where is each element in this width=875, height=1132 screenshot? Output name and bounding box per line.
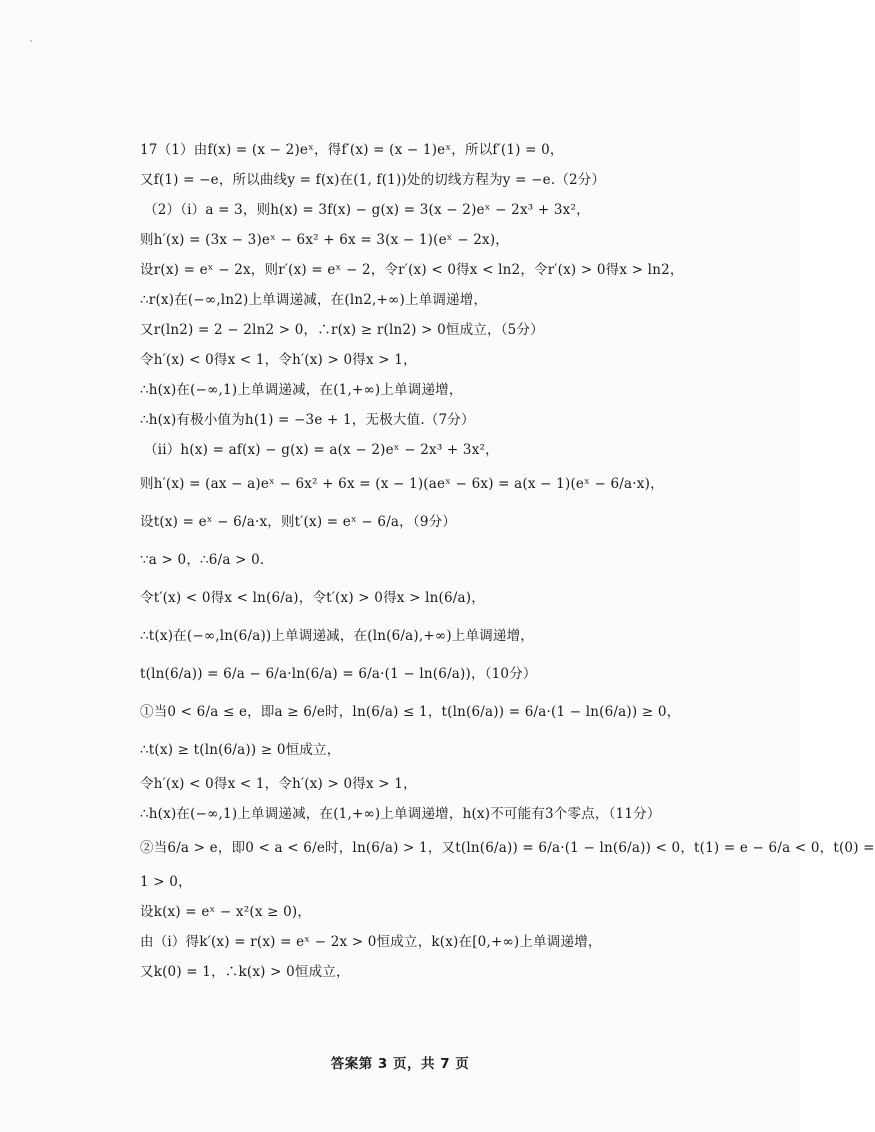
solution-line-18: ①当0 < 6/a ≤ e，即a ≥ 6/e时，ln(6/a) ≤ 1，t(ln(6/a)) = 6/a·(1 − ln(6/a)) ≥ 0， bbox=[140, 704, 681, 720]
solution-line-26: 又k(0) = 1，∴k(x) > 0恒成立， bbox=[140, 964, 350, 980]
scan-speck bbox=[30, 40, 32, 42]
solution-line-13: 设t(x) = eˣ − 6/a·x，则t′(x) = eˣ − 6/a，（9分） bbox=[140, 514, 457, 530]
solution-line-3: （2）（i）a = 3，则h(x) = 3f(x) − g(x) = 3(x − 2)eˣ − 2x³ + 3x²， bbox=[144, 202, 590, 218]
solution-line-7: 又r(ln2) = 2 − 2ln2 > 0，∴r(x) ≥ r(ln2) > 0恒成立，（5分） bbox=[140, 322, 544, 338]
solution-line-9: ∴h(x)在(−∞,1)上单调递减，在(1,+∞)上单调递增， bbox=[140, 382, 463, 398]
solution-line-24: 设k(x) = eˣ − x²(x ≥ 0)， bbox=[140, 904, 312, 920]
solution-line-25: 由（i）得k′(x) = r(x) = eˣ − 2x > 0恒成立，k(x)在[0,+∞)上单调递增， bbox=[140, 934, 602, 950]
solution-line-23: 1 > 0， bbox=[140, 874, 192, 890]
solution-line-21: ∴h(x)在(−∞,1)上单调递减，在(1,+∞)上单调递增，h(x)不可能有3个零点，（11分） bbox=[140, 806, 661, 822]
solution-line-20: 令h′(x) < 0得x < 1，令h′(x) > 0得x > 1， bbox=[140, 776, 417, 792]
solution-line-8: 令h′(x) < 0得x < 1，令h′(x) > 0得x > 1， bbox=[140, 352, 417, 368]
solution-line-6: ∴r(x)在(−∞,ln2)上单调递减，在(ln2,+∞)上单调递增， bbox=[140, 292, 488, 308]
solution-line-22: ②当6/a > e，即0 < a < 6/e时，ln(6/a) > 1，又t(ln(6/a)) = 6/a·(1 − ln(6/a)) < 0，t(1) = e − 6/a < 0，t(0) = bbox=[140, 840, 875, 856]
solution-body bbox=[140, 135, 875, 987]
page-footer: 答案第 3 页，共 7 页 bbox=[330, 1056, 470, 1072]
solution-line-10: ∴h(x)有极小值为h(1) = −3e + 1，无极大值.（7分） bbox=[140, 412, 475, 428]
solution-line-15: 令t′(x) < 0得x < ln(6/a)，令t′(x) > 0得x > ln(6/a)， bbox=[140, 590, 485, 606]
solution-line-12: 则h′(x) = (ax − a)eˣ − 6x² + 6x = (x − 1)(aeˣ − 6x) = a(x − 1)(eˣ − 6/a·x)， bbox=[140, 476, 664, 492]
solution-line-19: ∴t(x) ≥ t(ln(6/a)) ≥ 0恒成立， bbox=[140, 742, 341, 758]
solution-line-5: 设r(x) = eˣ − 2x，则r′(x) = eˣ − 2，令r′(x) < 0得x < ln2，令r′(x) > 0得x > ln2， bbox=[140, 262, 684, 278]
solution-line-17: t(ln(6/a)) = 6/a − 6/a·ln(6/a) = 6/a·(1 − ln(6/a))，（10分） bbox=[140, 666, 537, 682]
solution-line-2: 又f(1) = −e，所以曲线y = f(x)在(1, f(1))处的切线方程为y = −e.（2分） bbox=[140, 172, 606, 188]
solution-line-4: 则h′(x) = (3x − 3)eˣ − 6x² + 6x = 3(x − 1)(eˣ − 2x)， bbox=[140, 232, 509, 248]
solution-line-1: 17（1）由f(x) = (x − 2)eˣ，得f′(x) = (x − 1)eˣ，所以f′(1) = 0， bbox=[140, 142, 564, 158]
solution-line-11: （ii）h(x) = af(x) − g(x) = a(x − 2)eˣ − 2x³ + 3x²， bbox=[144, 442, 499, 458]
solution-line-16: ∴t(x)在(−∞,ln(6/a))上单调递减，在(ln(6/a),+∞)上单调递增， bbox=[140, 628, 534, 644]
solution-line-14: ∵a > 0，∴6/a > 0. bbox=[140, 552, 265, 568]
